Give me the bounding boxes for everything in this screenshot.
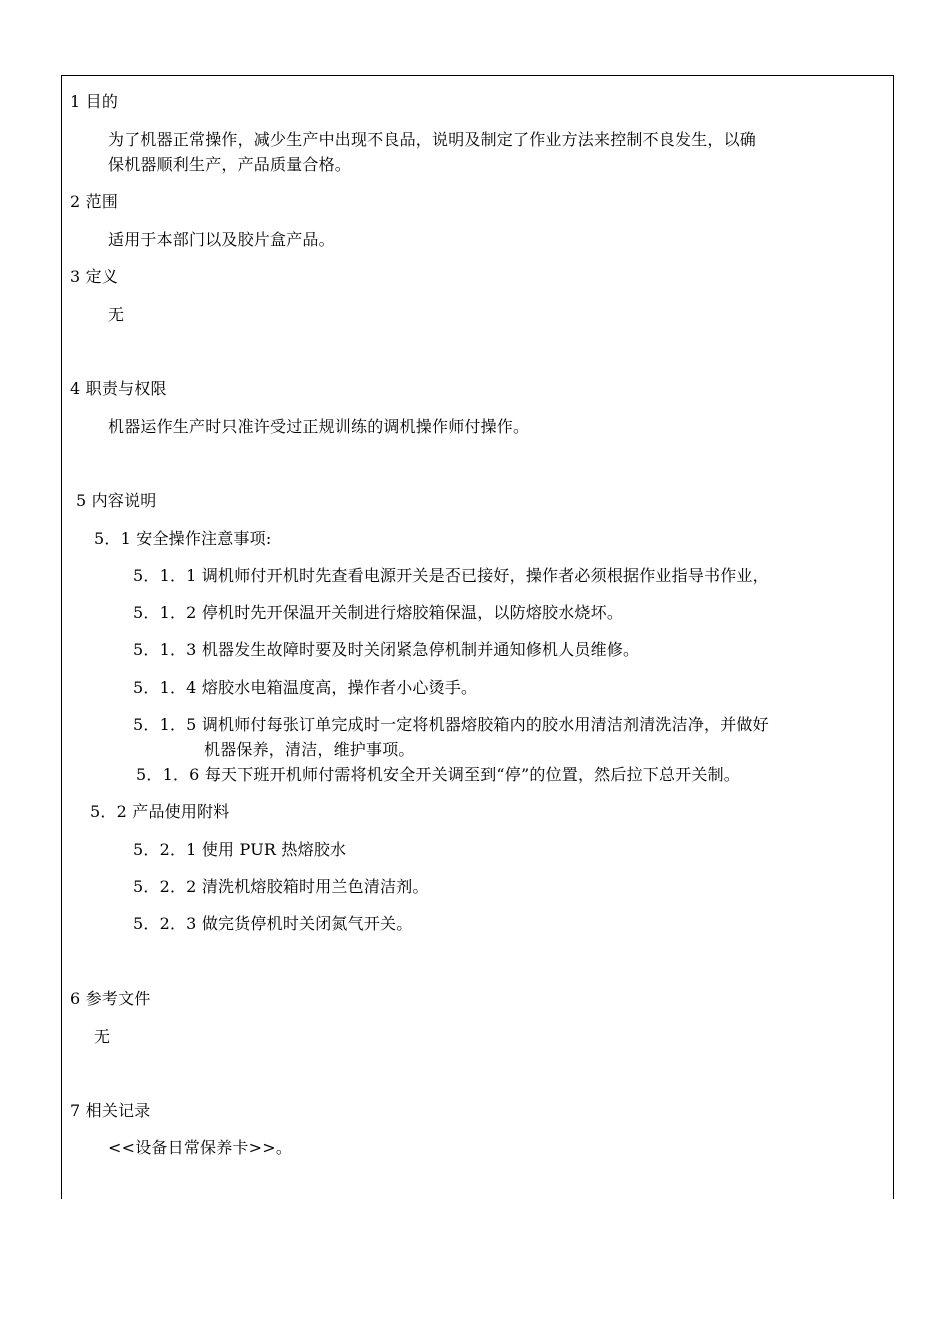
item-5-1-2: 5．1．2 停机时先开保温开关制进行熔胶箱保温，以防熔胶水烧坏。 xyxy=(133,603,624,622)
subsection-5-1-heading: 5．1 安全操作注意事项: xyxy=(94,529,272,548)
section-3-heading: 3 定义 xyxy=(70,267,119,286)
section-1-heading: 1 目的 xyxy=(70,92,119,111)
item-5-1-1: 5．1．1 调机师付开机时先查看电源开关是否已接好，操作者必须根据作业指导书作业， xyxy=(133,566,769,585)
item-5-1-6: 5．1．6 每天下班开机师付需将机安全开关调至到“停”的位置，然后拉下总开关制。 xyxy=(136,765,740,784)
section-7-heading: 7 相关记录 xyxy=(70,1101,151,1120)
item-5-1-5: 5．1．5 调机师付每张订单完成时一定将机器熔胶箱内的胶水用清洁剂清洗洁净，并做好 xyxy=(133,715,769,734)
section-5-heading: 5 内容说明 xyxy=(76,491,157,510)
item-5-2-1: 5．2．1 使用 PUR 热熔胶水 xyxy=(133,840,347,859)
section-6-heading: 6 参考文件 xyxy=(70,989,151,1008)
item-5-2-3: 5．2．3 做完货停机时关闭氮气开关。 xyxy=(133,914,413,933)
item-5-1-4: 5．1．4 熔胶水电箱温度高，操作者小心烫手。 xyxy=(133,678,478,697)
section-4-heading: 4 职责与权限 xyxy=(70,379,167,398)
section-1-body-line-1: 为了机器正常操作，减少生产中出现不良品，说明及制定了作业方法来控制不良发生，以确 xyxy=(108,130,757,149)
item-5-2-2: 5．2．2 清洗机熔胶箱时用兰色清洁剂。 xyxy=(133,877,429,896)
section-1-body-line-2: 保机器顺利生产，产品质量合格。 xyxy=(108,155,352,174)
section-7-body: <<设备日常保养卡>>。 xyxy=(108,1138,293,1157)
section-4-body: 机器运作生产时只准许受过正规训练的调机操作师付操作。 xyxy=(108,417,530,436)
item-5-1-5-continued: 机器保养，清洁，维护事项。 xyxy=(204,740,415,759)
section-2-body: 适用于本部门以及胶片盒产品。 xyxy=(108,230,335,249)
section-2-heading: 2 范围 xyxy=(70,192,119,211)
section-3-body: 无 xyxy=(108,305,125,324)
subsection-5-2-heading: 5．2 产品使用附料 xyxy=(90,802,230,821)
section-6-body: 无 xyxy=(94,1027,111,1046)
item-5-1-3: 5．1．3 机器发生故障时要及时关闭紧急停机制并通知修机人员维修。 xyxy=(133,640,640,659)
